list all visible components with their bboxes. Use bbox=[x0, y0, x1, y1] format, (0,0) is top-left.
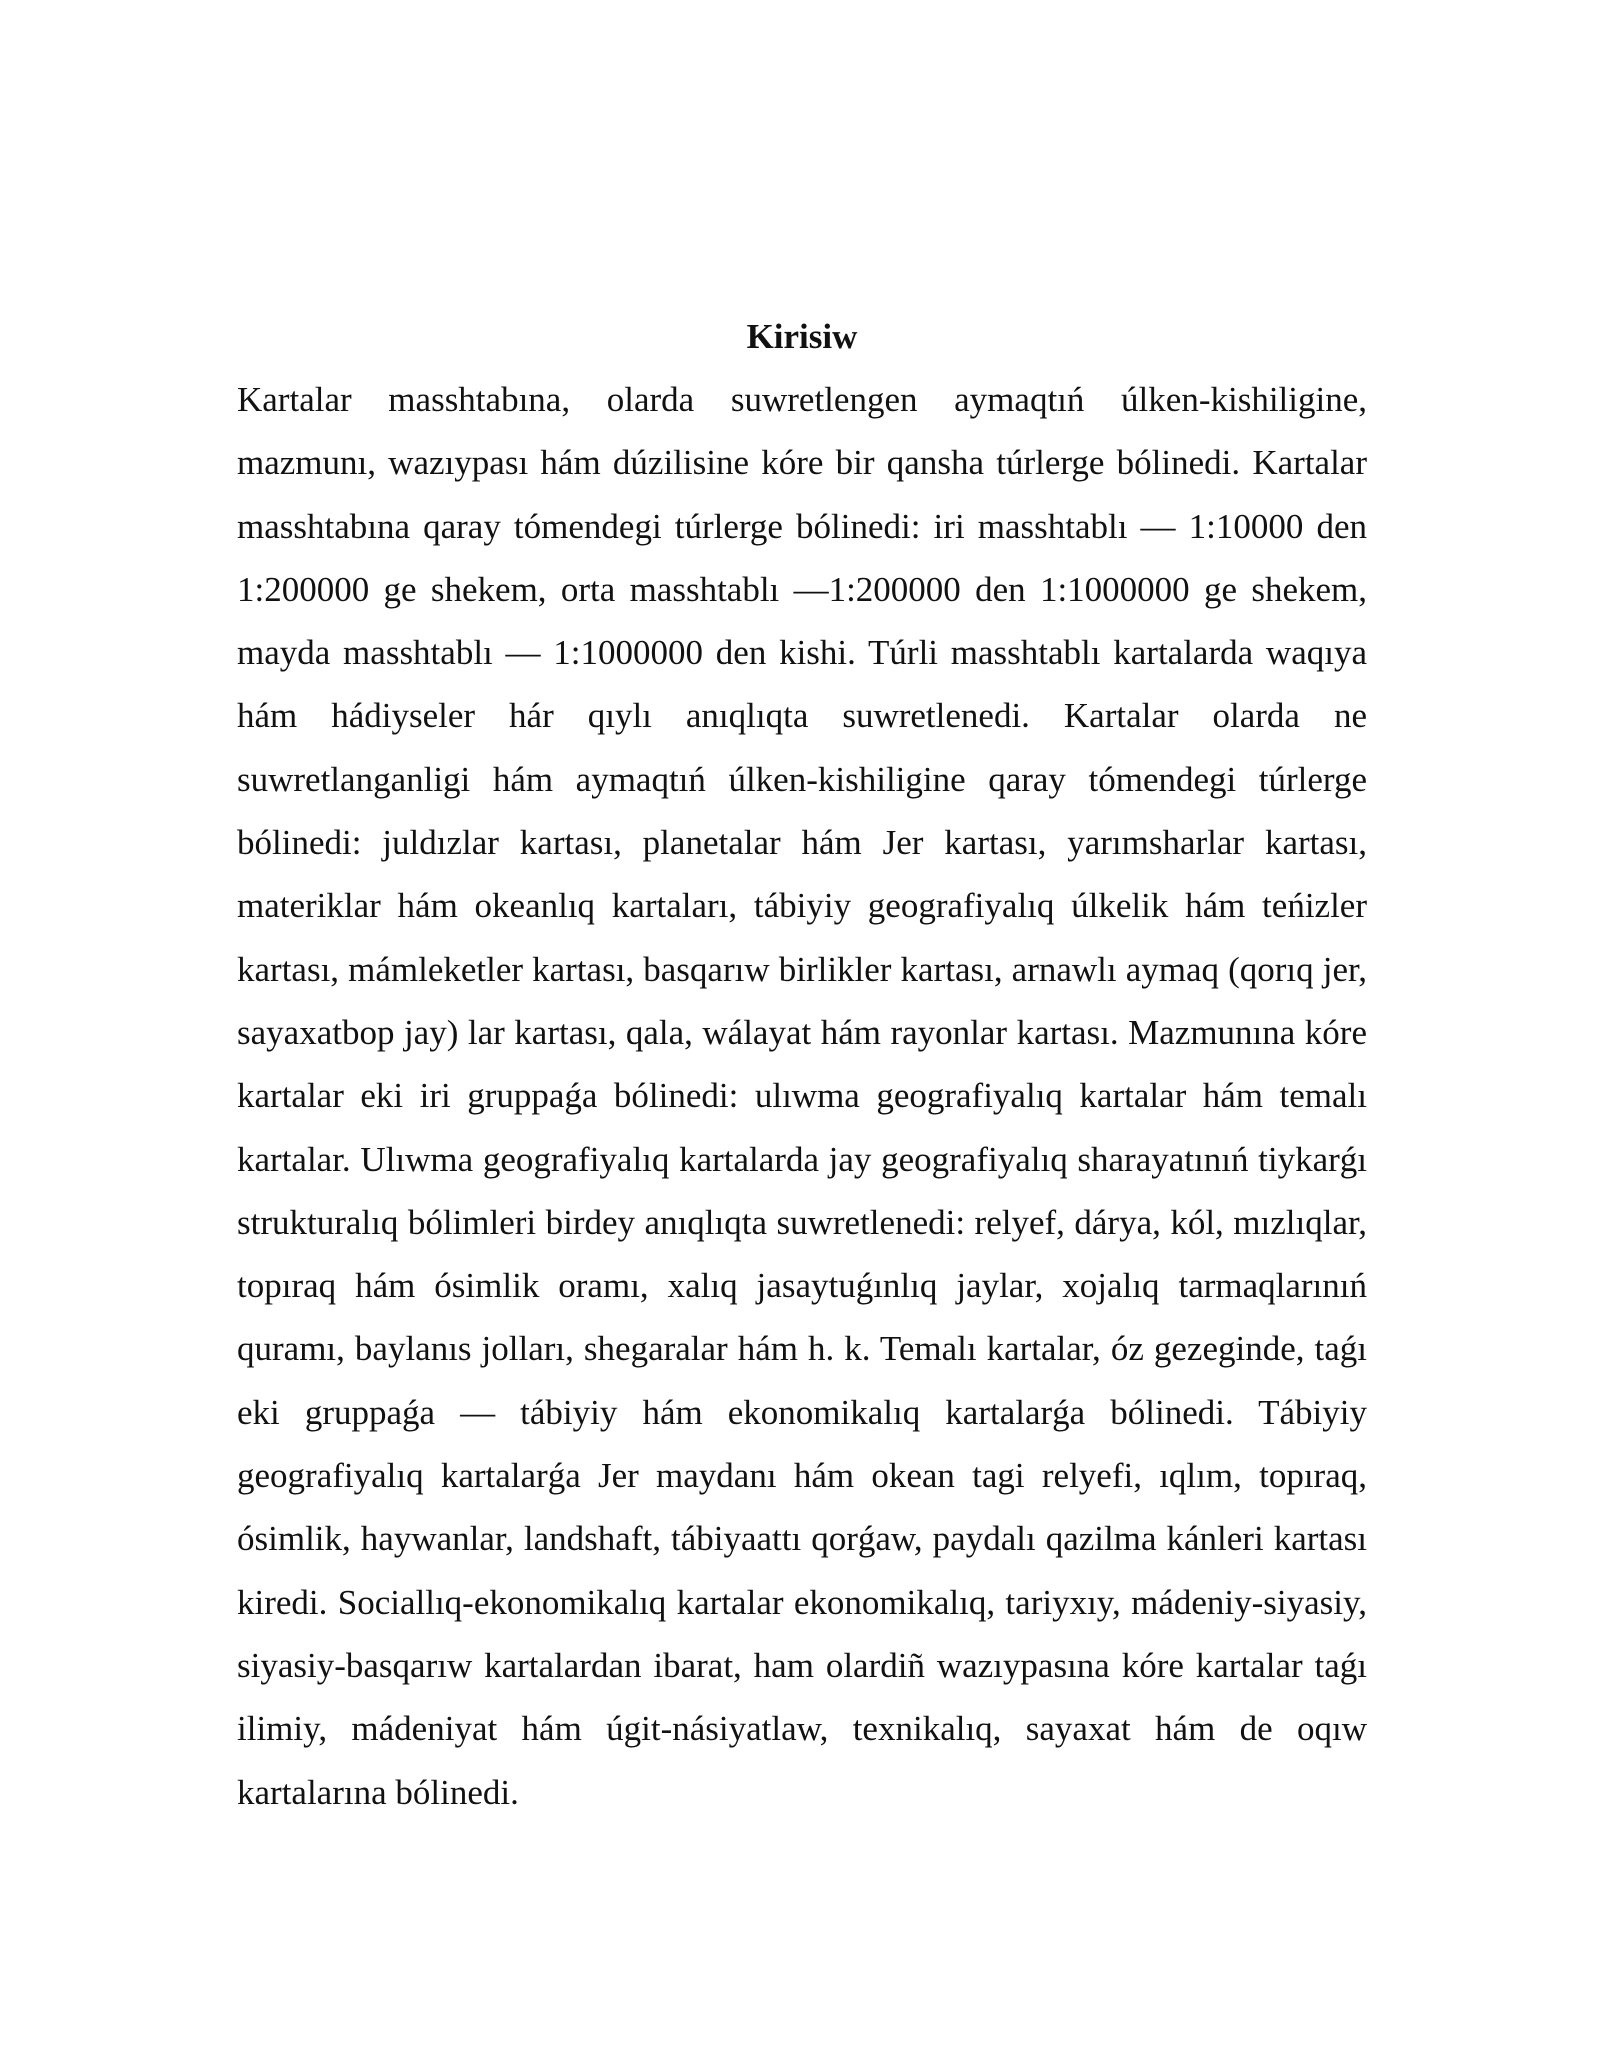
document-title: Kirisiw bbox=[746, 317, 858, 356]
body-paragraph: Kartalar masshtabına, olarda suwretlengen aymaqtıń úlken-kishiligine, mazmunı, wazıypası hám dúzilisine kóre bir qansha túrlerge bólinedi. Kartalar masshtabına qaray tómendegi túrlerge bólinedi: iri masshtablı — 1:10000 den 1:200000 ge shekem, orta masshtablı —1:200000 den 1:1000000 ge shekem, mayda masshtablı — 1:1000000 den kishi. Túrli masshtablı kartalarda waqıya hám hádiyseler hár qıylı anıqlıqta suwretlenedi. Kartalar olarda ne suwretlanganligi hám aymaqtıń úlken-kishiligine qaray tómendegi túrlerge bólinedi: juldızlar kartası, planetalar hám Jer kartası, yarımsharlar kartası, materiklar hám okeanlıq kartaları, tábiyiy geografiyalıq úlkelik hám teńizler kartası, mámleketler kartası, basqarıw birlikler kartası, arnawlı aymaq (qorıq jer, sayaxatbop jay) lar kartası, qala, wálayat hám rayonlar kartası. Mazmunına kóre kartalar eki iri gruppaǵa bólinedi: ulıwma geografiyalıq kartalar hám temalı kartalar. Ulıwma geografiyalıq kartalarda jay geografiyalıq sharayatınıń tiykarǵı strukturalıq bólimleri birdey anıqlıqta suwretlenedi: relyef, dárya, kól, mızlıqlar, topıraq hám ósimlik oramı, xalıq jasaytuǵınlıq jaylar, xojalıq tarmaqlarınıń quramı, baylanıs jolları, shegaralar hám h. k. Temalı kartalar, óz gezeginde, taǵı eki gruppaǵa — tábiyiy hám ekonomikalıq kartalarǵa bólinedi. Tábiyiy geografiyalıq kartalarǵa Jer maydanı hám okean tagi relyefi, ıqlım, topıraq, ósimlik, haywanlar, landshaft, tábiyaattı qorǵaw, paydalı qazilma kánleri kartası kiredi. Sociallıq-ekonomikalıq kartalar ekonomikalıq, tariyxıy, mádeniy-siyasiy, siyasiy-basqarıw kartalardan ibarat, ham olardiñ wazıypasına kóre kartalar taǵı ilimiy, mádeniyat hám úgit-násiyatlaw, texnikalıq, sayaxat hám de oqıw kartalarına bólinedi. bbox=[237, 380, 1367, 1812]
document-content bbox=[237, 305, 1367, 1824]
